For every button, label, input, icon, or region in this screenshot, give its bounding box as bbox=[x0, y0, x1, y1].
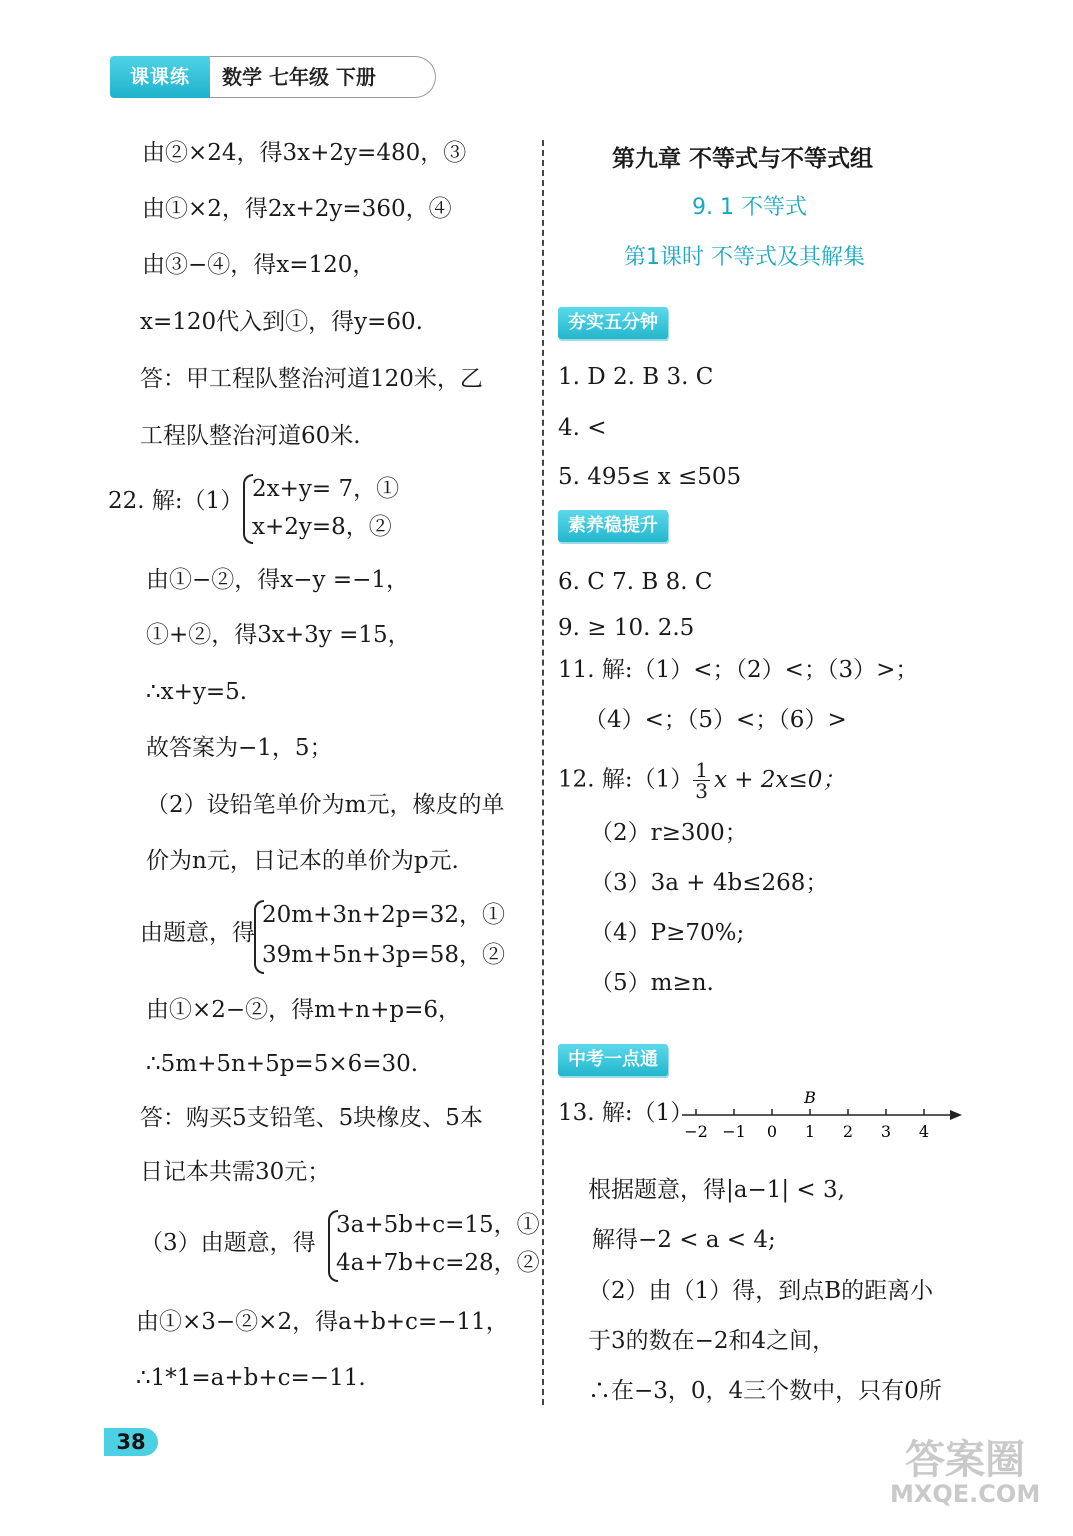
column-divider bbox=[542, 140, 544, 1405]
chapter-title: 第九章 不等式与不等式组 bbox=[612, 146, 874, 172]
left-line-17: 由①×3−②×2，得a+b+c=−11， bbox=[136, 1309, 509, 1335]
left-line-5: 答：甲工程队整治河道120米，乙 bbox=[140, 366, 483, 392]
point-b-label: B bbox=[804, 1088, 816, 1107]
right-line-4: 6. C 7. B 8. C bbox=[558, 569, 713, 595]
left-line-7: 由①−②，得x−y =−1， bbox=[146, 567, 409, 593]
right-line-6: 11. 解:（1）<；（2）<；（3）>； bbox=[558, 657, 919, 683]
left-line-16: 日记本共需30元； bbox=[140, 1159, 331, 1185]
left-line-8: ①+②，得3x+3y =15， bbox=[146, 622, 411, 648]
right-line-15: 解得−2 < a < 4; bbox=[592, 1227, 776, 1253]
left-line-15: 答：购买5支铅笔、5块橡皮、5本 bbox=[140, 1105, 483, 1131]
book-title: 数学 七年级 下册 bbox=[210, 56, 436, 98]
left-line-10: 故答案为−1，5； bbox=[146, 735, 333, 761]
left-line-2: 由①×2，得2x+2y=360，④ bbox=[142, 196, 452, 222]
number-line-tick-label: 3 bbox=[880, 1122, 892, 1141]
q22-3-eq-2: 4a+7b+c=28，② bbox=[336, 1250, 540, 1276]
right-line-14: 根据题意，得|a−1| < 3, bbox=[588, 1177, 845, 1203]
section-title: 9. 1 不等式 bbox=[692, 195, 807, 220]
q22-label: 22. 解:（1） bbox=[108, 488, 244, 514]
right-line-18: ∴在−3，0，4三个数中，只有0所 bbox=[588, 1378, 942, 1404]
q22-3-prefix: （3）由题意，得 bbox=[140, 1230, 316, 1256]
right-line-7: （4）<；（5）<；（6）> bbox=[584, 707, 847, 733]
q12-line bbox=[558, 760, 845, 801]
number-line-tick-label: 0 bbox=[766, 1122, 778, 1141]
left-line-11: （2）设铅笔单价为m元，橡皮的单 bbox=[146, 792, 505, 818]
number-line bbox=[676, 1085, 966, 1145]
number-line-arrow bbox=[950, 1110, 962, 1120]
q22-3-eq-1: 3a+5b+c=15，① bbox=[336, 1212, 540, 1238]
right-line-17: 于3的数在−2和4之间， bbox=[588, 1328, 836, 1354]
left-line-3: 由③−④，得x=120， bbox=[142, 252, 376, 278]
q22-2-prefix: 由题意，得 bbox=[140, 920, 255, 946]
lesson-title: 第1课时 不等式及其解集 bbox=[624, 245, 865, 270]
fraction bbox=[693, 760, 710, 801]
fraction-denominator: 3 bbox=[695, 779, 709, 803]
right-line-12: （5）m≥n. bbox=[590, 970, 714, 996]
section-tag-basic: 夯实五分钟 bbox=[558, 307, 668, 339]
left-line-6: 工程队整治河道60米. bbox=[140, 423, 361, 449]
q13-prefix: 13. 解:（1） bbox=[558, 1100, 694, 1126]
watermark bbox=[890, 1437, 1041, 1508]
left-line-12: 价为n元，日记本的单价为p元. bbox=[146, 848, 459, 874]
left-line-14: ∴5m+5n+5p=5×6=30. bbox=[146, 1051, 419, 1077]
section-tag-exam: 中考一点通 bbox=[558, 1044, 668, 1076]
watermark-bottom: MXQE.COM bbox=[890, 1480, 1041, 1508]
series-badge: 课课练 bbox=[110, 56, 210, 98]
left-line-1: 由②×24，得3x+2y=480，③ bbox=[142, 140, 467, 166]
q22-2-eq-2: 39m+5n+3p=58，② bbox=[262, 942, 505, 968]
number-line-tick-label: −2 bbox=[684, 1122, 708, 1141]
right-line-10: （3）3a + 4b≤268； bbox=[590, 870, 829, 896]
number-line-tick-label: −1 bbox=[722, 1122, 746, 1141]
q22-eq-2: x+2y=8，② bbox=[252, 514, 392, 540]
left-line-4: x=120代入到①，得y=60. bbox=[140, 309, 423, 335]
right-line-11: （4）P≥70%; bbox=[590, 920, 745, 946]
q22-eq-1: 2x+y= 7，① bbox=[252, 476, 400, 502]
watermark-top: 答案圈 bbox=[905, 1437, 1026, 1483]
left-line-13: 由①×2−②，得m+n+p=6， bbox=[146, 997, 461, 1023]
fraction-numerator: 1 bbox=[695, 758, 709, 782]
q22-2-eq-1: 20m+3n+2p=32，① bbox=[262, 902, 505, 928]
right-line-2: 4. < bbox=[558, 415, 607, 441]
q12-suffix: x + 2x≤0； bbox=[714, 766, 846, 793]
section-tag-improve: 素养稳提升 bbox=[558, 510, 668, 542]
q12-prefix: 12. 解:（1） bbox=[558, 766, 694, 793]
left-line-9: ∴x+y=5. bbox=[146, 679, 248, 705]
right-line-16: （2）由（1）得，到点B的距离小 bbox=[588, 1278, 934, 1304]
number-line-tick-label: 4 bbox=[918, 1122, 930, 1141]
page-number: 38 bbox=[104, 1428, 158, 1456]
right-line-1: 1. D 2. B 3. C bbox=[558, 364, 714, 390]
number-line-tick-label: 1 bbox=[804, 1122, 816, 1141]
right-line-5: 9. ≥ 10. 2.5 bbox=[558, 615, 695, 641]
right-line-9: （2）r≥300； bbox=[590, 820, 748, 846]
number-line-tick-label: 2 bbox=[842, 1122, 854, 1141]
left-line-18: ∴1*1=a+b+c=−11. bbox=[136, 1365, 366, 1391]
right-line-3: 5. 495≤ x ≤505 bbox=[558, 464, 742, 490]
